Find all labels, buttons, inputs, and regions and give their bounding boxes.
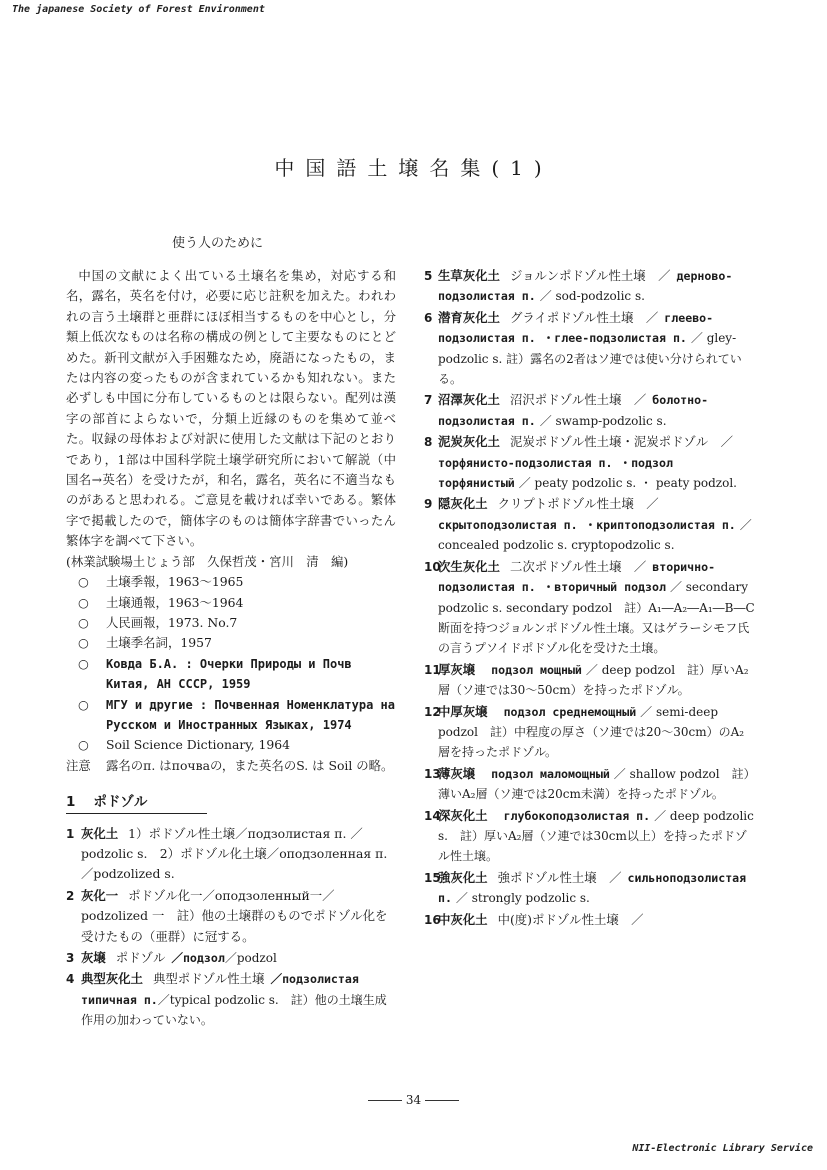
entry-japanese: ポドゾル: [115, 950, 166, 965]
entry-russian: ／подзолистая типичная п.: [81, 972, 359, 1007]
entry-japanese: 二次ポドゾル性土壌 ／: [509, 558, 647, 574]
entry-number: 7: [424, 393, 433, 408]
note-text: 露名のп. はпочваの，また英名のS. は Soil の略。: [106, 757, 394, 773]
library-footer: NII-Electronic Library Service: [632, 1143, 813, 1154]
entry-russian: глеево-подзолистая п. ・глее-подзолистая п.: [438, 310, 714, 346]
entry-japanese: グライポドゾル性土壌 ／: [509, 309, 659, 325]
entry-chinese: 強灰化土: [438, 869, 488, 885]
list-item: [424, 432, 756, 493]
entry-number: 5: [424, 269, 433, 283]
editor-credit: (林業試験場土じょう部 久保哲茂・宮川 清 編): [66, 553, 349, 569]
bullet-icon: ○: [78, 635, 89, 651]
list-item: [78, 593, 396, 613]
entry-english: ／ deep podzol 註）厚いA₂層（ソ連では30〜50cm）を持ったポドゾル。: [438, 662, 749, 698]
list-item: [424, 910, 756, 930]
list-item: [424, 557, 756, 659]
list-item: [78, 695, 396, 736]
entry-number: 13: [424, 766, 441, 781]
section-heading: [66, 792, 207, 813]
entry-russian: скрытоподзолистая п. ・криптоподзолистая п.: [438, 517, 736, 532]
bullet-icon: ○: [78, 594, 89, 610]
list-item: [78, 613, 396, 633]
entry-russian: вторично-подзолистая п. ・вторичный подзол: [438, 559, 716, 595]
list-item: [424, 806, 756, 867]
note-label: 注意: [66, 757, 91, 773]
list-item: [424, 702, 756, 763]
bullet-icon: ○: [78, 737, 89, 753]
source-text: 土壌季報，1963〜1965: [106, 574, 244, 590]
entry-chinese: 沼澤灰化土: [438, 392, 500, 408]
divider: [368, 1100, 402, 1101]
bullet-icon: ○: [78, 614, 89, 630]
entry-russian: болотно-подзолистая п.: [438, 393, 709, 428]
list-item: [66, 969, 396, 1030]
entry-english: ／ shallow podzol 註）薄いA₂層（ソ連では20cm未満）を持ったポドゾル。: [438, 766, 756, 802]
entry-chinese: 隠灰化土: [438, 496, 488, 512]
entry-number: 2: [66, 888, 75, 903]
list-item: [78, 633, 396, 653]
entry-english: ／ peaty podzolic s. ・ peaty podzol.: [518, 476, 737, 491]
page-title: 中国語土壌名集(1): [274, 156, 553, 180]
entry-japanese: 典型ポドゾル性土壌: [152, 971, 265, 987]
source-text: Ковда Б.А. : Очерки Природы и Почв Китая, АН СССР, 1959: [106, 656, 352, 692]
list-item: [66, 824, 396, 885]
list-item: [78, 654, 396, 695]
entry-english: ／ deep podzolic s. 註）厚いA₂層（ソ連では30cm以上）を持ったポドゾル性土壌。: [438, 808, 754, 864]
entry-number: 4: [66, 972, 75, 987]
entry-chinese: 中灰化土: [438, 911, 488, 927]
entry-english: ／typical podzolic s. 註）他の土壌生成作用の加わっていない。: [81, 992, 387, 1028]
entry-chinese: 中厚灰壌: [438, 703, 488, 719]
entry-english: ／ semi-deep podzol 註）中程度の厚さ（ソ連では20〜30cm）のA₂層を持ったポドゾル。: [438, 704, 745, 760]
entry-japanese: ポドゾル化一／оподзоленный一／podzolized 一 註）他の土壌群のものでポドゾル化を受けたもの（亜群）に冠する。: [81, 887, 388, 944]
entry-english: ／ strongly podzolic s.: [455, 891, 590, 906]
entry-chinese: 灰化一: [81, 887, 119, 903]
list-item: [66, 948, 396, 968]
entry-chinese: 灰壌: [81, 950, 106, 965]
entry-chinese: 灰化土: [81, 825, 119, 841]
note: [66, 756, 396, 776]
source-text: МГУ и другие : Почвенная Номенклатура на Русском и Иностранных Языках, 1974: [106, 697, 395, 732]
society-header: The japanese Society of Forest Environment: [12, 4, 265, 15]
entry-japanese: 強ポドゾル性土壌 ／: [497, 869, 622, 885]
entry-number: 6: [424, 310, 433, 325]
entry-english: ／ gley-podzolic s. 註）露名の2者はソ連では使い分けられている。: [438, 331, 742, 387]
entry-english: ／ concealed podzolic s. cryptopodzolic s.: [438, 517, 752, 553]
bullet-icon: ○: [78, 696, 89, 712]
entry-number: 10: [424, 559, 441, 574]
list-item: [66, 886, 396, 947]
entry-chinese: 薄灰壌: [438, 765, 476, 781]
list-item: [424, 266, 756, 307]
entry-russian: дерново-подзолистая п.: [438, 269, 733, 304]
entry-number: 8: [424, 435, 433, 450]
list-item: [424, 308, 756, 390]
entry-chinese: 潜育灰化土: [438, 309, 500, 325]
entry-russian: подзол маломощный: [491, 766, 610, 781]
section-number: 1: [66, 794, 76, 811]
entry-english: ／ swamp-podzolic s.: [539, 413, 667, 428]
source-text: 土壌季名詞，1957: [106, 635, 212, 651]
entry-number: 1: [66, 826, 75, 841]
entry-number: 3: [66, 951, 75, 965]
list-item: [424, 764, 756, 805]
divider: [425, 1100, 459, 1101]
list-item: [78, 572, 396, 592]
source-list: [66, 572, 396, 756]
entry-japanese: 泥炭ポドゾル性土壌・泥炭ポドゾル ／: [509, 434, 733, 450]
section-title: ポドゾル: [93, 794, 148, 811]
entry-russian: торфянисто-подзолистая п. ・подзол торфянистый: [438, 455, 673, 491]
bullet-icon: ○: [78, 655, 89, 671]
list-item: [424, 868, 756, 909]
entry-japanese: ジョルンポドゾル性土壌 ／: [509, 268, 671, 283]
entry-japanese: 1）ポドゾル性土壌／подзолистая п. ／podzolic s. 2）ポドゾル化土壌／оподзоленная п. ／podzolized s.: [81, 825, 388, 882]
source-text: Soil Science Dictionary, 1964: [106, 737, 291, 753]
subtitle: 使う人のために: [172, 236, 264, 251]
entry-russian: глубокоподзолистая п.: [503, 808, 651, 823]
entry-number: 11: [424, 662, 441, 677]
entry-english: ／ sod-podzolic s.: [539, 289, 645, 304]
entry-number: 16: [424, 912, 441, 927]
entry-chinese: 次生灰化土: [438, 558, 500, 574]
left-column: [66, 266, 396, 1096]
list-item: [424, 660, 756, 701]
source-text: 人民画報，1973. No.7: [106, 614, 238, 630]
entry-chinese: 生草灰化土: [438, 268, 500, 283]
page-number-text: 34: [405, 1093, 422, 1107]
source-text: 土壌通報，1963〜1964: [106, 594, 244, 610]
entry-russian: ／подзол: [171, 951, 225, 965]
entry-number: 14: [424, 808, 441, 823]
entry-russian: подзол среднемощный: [503, 704, 637, 719]
entry-chinese: 泥炭灰化土: [438, 434, 500, 450]
right-column: [424, 266, 756, 1116]
entry-chinese: 典型灰化土: [81, 971, 143, 987]
list-item: [424, 494, 756, 555]
entries-left: [66, 824, 396, 1031]
entry-number: 9: [424, 497, 433, 512]
entry-chinese: 厚灰壌: [438, 661, 476, 677]
entry-japanese: 中(度)ポドゾル性土壌 ／: [497, 911, 644, 927]
bullet-icon: ○: [78, 574, 89, 590]
entry-chinese: 深灰化土: [438, 807, 488, 823]
entry-english: ／podzol: [224, 951, 277, 965]
entry-japanese: クリプトポドゾル性土壌 ／: [497, 496, 659, 512]
entry-number: 15: [424, 870, 441, 885]
entry-russian: подзол мощный: [491, 662, 582, 677]
list-item: [78, 735, 396, 755]
entry-english: ／ secondary podzolic s. secondary podzol 註）A₁―A₂―A₁―B―C断面を持つジョルンポドゾル性土壌。又はゲラーシモフ氏の言うプソイドポドゾル化を受けた土壌。: [438, 580, 755, 656]
intro-paragraph: 中国の文献によく出ている土壌名を集め，対応する和名，露名，英名を付け，必要に応じ註釈を加えた。われわれの言う土壌群と亜群にほぼ相当するものを中心とし，分類上低次なものは名称の構成の例として主要なものにとどめた。新刊文献が入手困難なため，廃語になったもの，または内容の変ったものが含まれているかも知れない。また必ずしも中国に分布しているものとは限らない。配列は漢字の部首によらないで，分類上近縁のものを集めて並べた。収録の母体および対訳に使用した文献は下記のとおりであり，1部は中国科学院土壌学研究所において解説（中国名→英名）を受けたが，和名，露名，英名に不適当なものがあると思われる。ご意見を載ければ幸いである。繁体字で掲載したので，簡体字のものは簡体字辞書でいったん繁体字を調べて下さい。: [66, 268, 396, 549]
entry-japanese: 沼沢ポドゾル性土壌 ／: [509, 392, 647, 408]
entry-russian: сильноподзолистая п.: [438, 870, 747, 906]
list-item: [424, 390, 756, 431]
entry-number: 12: [424, 704, 441, 719]
page-number: [0, 1093, 827, 1107]
